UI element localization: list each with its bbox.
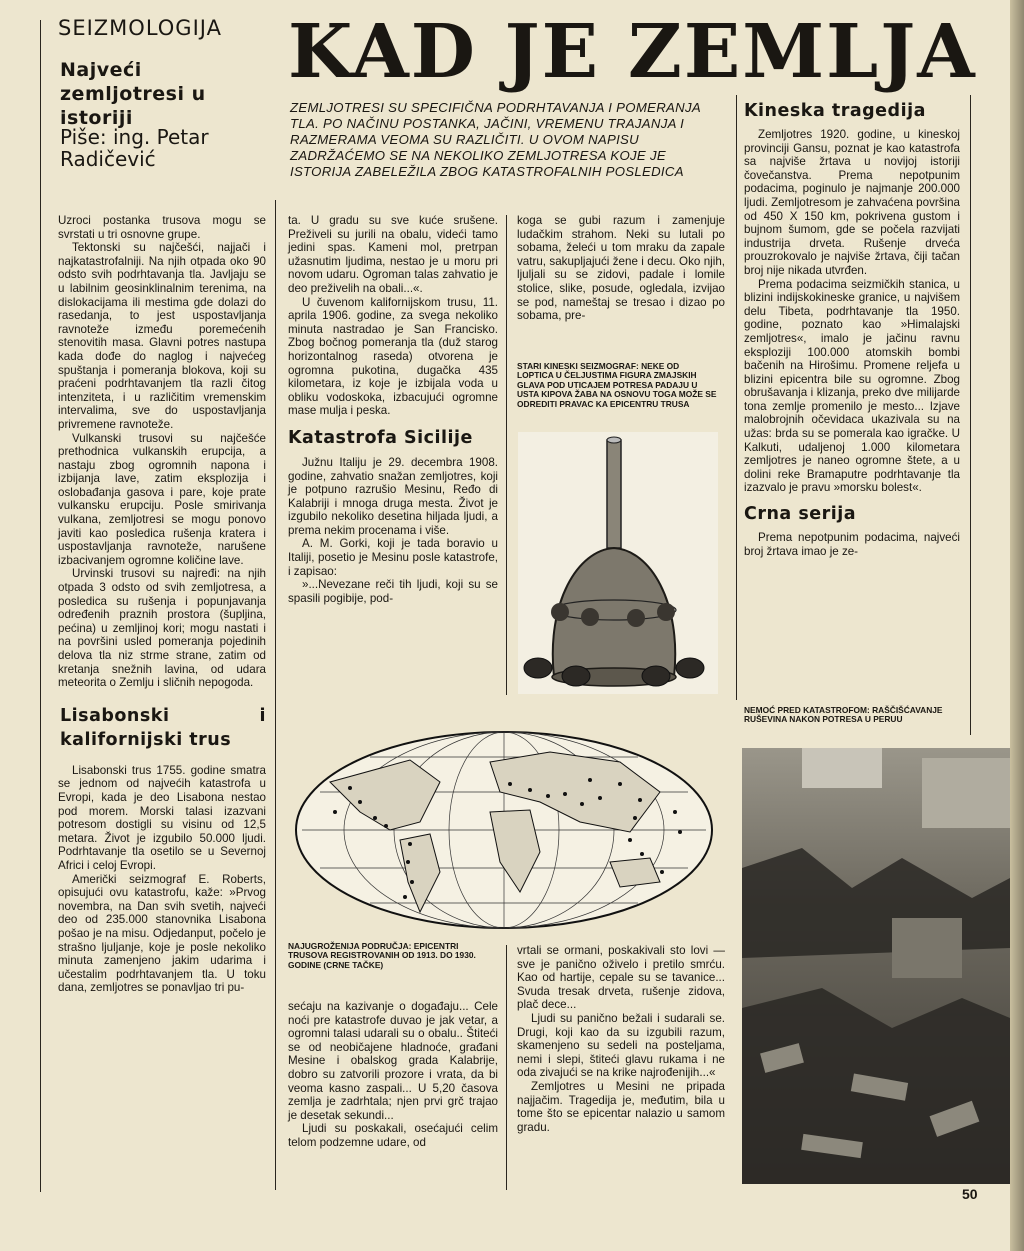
column-4 <box>744 100 960 558</box>
lower-mid-para: Ljudi su poskakali, osećajući celim telom podzemne udare, od <box>288 1122 498 1149</box>
column-rule-4 <box>736 95 737 700</box>
column-3 <box>517 214 725 323</box>
lower-middle-column <box>288 1000 498 1150</box>
col1-para: Uzroci postanka trusova mogu se svrstati u tri osnovne grupe. <box>58 214 266 241</box>
column-1 <box>58 214 266 995</box>
page-edge-shadow <box>1010 0 1024 1251</box>
section-label: SEIZMOLOGIJA <box>58 16 222 40</box>
world-epicenter-map <box>290 722 718 942</box>
column-rule-1 <box>275 200 276 1190</box>
rubble-photo <box>742 748 1010 1184</box>
map-caption: NAJUGROŽENIJA PODRUČJA: EPICENTRI TRUSOVA REGISTROVANIH OD 1913. DO 1930. GODINE (CRNE TAČKE) <box>288 941 476 970</box>
heading-kineska: Kineska tragedija <box>744 101 926 121</box>
column-2 <box>288 214 498 605</box>
article-subtitle: Najveći zemljotresi u istoriji <box>60 59 206 129</box>
heading-sicilija: Katastrofa Sicilije <box>288 427 473 448</box>
right-rule <box>970 95 971 735</box>
col1-para: Urvinski trusovi su najređi: na njih otpada 3 odsto od svih zemljotresa, a posledica su rušenja i popunjavanja određenih praznih prostora (šupljina, pećina) u zemljinoj kori; mogu nastati i na površini usled pomeranja pojedinih delova tla niz strme strane, zatim od kretanja snežnih lavina, od udara meteorita o Zemlju i sličnih nepogoda. <box>58 567 266 690</box>
lower-right-para: vrtali se ormani, poskakivali sto lovi — sve je panično oživelo i pretilo smrću. Kao od hartije, cepale su se tavanice... Svuda tresak drveta, rušenje zidova, plač dece... <box>517 944 725 1012</box>
column-rule-2 <box>506 215 507 695</box>
col4-para: Zemljotres 1920. godine, u kineskoj provinciji Gansu, poznat je kao katastrofa sa najviše žrtava u novijoj istoriji čovečanstva. Prema nepotpunim podacima, poginulo je najmanje 200.000 ljudi. Zemljotresom je zahvaćena površina od 450 X 150 km, pokrivena gustom i bujnom šumom, gde se počela razvijati industrija drveta. Rušenje drveća prouzrokovalo je najviše žrtava, čiji tačan broj nije nikada utvrđen. <box>744 128 960 277</box>
lower-right-para: Zemljotres u Mesini ne pripada najjačim. Tragedija je, međutim, bila u tome što se epicentar nalazio u samom gradu. <box>517 1079 725 1134</box>
lower-right-para: Ljudi su panično bežali i sudarali se. Drugi, koji kao da su izgubili razum, skamenjeno su sedeli na posteljama, nemi i slepi, štiteći glavu rukama i ne oda zivajući se na krike najrođenijih...« <box>517 1011 725 1080</box>
lower-right-column <box>517 944 725 1134</box>
photo-caption: NEMOĆ PRED KATASTROFOM: RAŠČIŠĆAVANJE RUŠEVINA NAKON POTRESA U PERUU <box>744 705 943 725</box>
col2-para: U čuvenom kalifornijskom trusu, 11. aprila 1906. godine, za svega nekoliko minuta nastradao je San Francisko. Zbog bočnog pomeranja tla (duž starog horizontalnog raseda) otvorena je ogromna pukotina, dugačka 435 kilometara, iz koje je izbijala voda u obliku vodoskoka, izbacujući ogromne mase mulja i peska. <box>288 295 498 418</box>
col1-para: Tektonski su najčešći, najjači i najkatastrofalniji. Na njih otpada oko 90 odsto svih podrhtavanja tla. Javljaju se u labilnim geosinklinalnim terenima, na dislokacijama ili mestima gde dolazi do rasedanja, to jest uspostavljanja ravnoteže između poremećenih stenovitih masa. Glavni potres nastupa kada dođe do naglog i najvećeg spuštanja i pomeranja blokova, koji su praćeni podrhtavanjem tla razli čitog intenziteta, i u različitim vremenskim intervalima, sve do uspostavljanja privremene ravnoteže. <box>58 241 266 431</box>
col2-para: Južnu Italiju je 29. decembra 1908. godine, zahvatio snažan zemljotres, koji je potpuno razrušio Mesinu, Ređo di Kalabriji i mnoga druga mesta. Život je izgubilo nekoliko desetina hiljada ljudi, a prema nekim procenama i više. <box>288 455 498 537</box>
article-deck: ZEMLJOTRESI SU SPECIFIČNA PODRHTAVANJA I POMERANJA TLA. PO NAČINU POSTANKA, JAČINI, VREMENU TRAJANJA I RAZMERAMA VEOMA SU RAZLIČITI. U OVOM NAPISU ZADRŽAĆEMO SE NA NEKOLIKO ZEMLJOTRESA KOJE JE ISTORIJA ZABELEŽILA ZBOG KATASTROFALNIH POSLEDICA <box>290 100 701 179</box>
col1-para: Lisabonski trus 1755. godine smatra se jednom od najvećih katastrofa u Evropi, kada je deo Lisabona nestao pod morem. Morski talasi izazvani potresom dostigli su visinu od 12,5 metara. Život je izgubilo 50.000 ljudi. Podrhtavanje tla osetilo se u Severnoj Africi i celoj Evropi. <box>58 763 266 872</box>
col4-para: Prema podacima seizmičkih stanica, u blizini indijskokineske granice, u najvišem delu Tibeta, podrhtavanje tla 1950. godine, poznato kao »Himalajski zemljotres«, imalo je jačinu ravnu eksploziji 100.000 atomskih bombi bačenih na Hirošimu. Promene reljefa u blizini epicentra bile su ogromne. Zbog obrušavanja i klizanja, preko dve milijarde tona zemlje promenilo je mesto... Izjave malobrojnih očevidaca ukazivala su na užas: brda su se pomerala kao igračke. U Kalkuti, udaljenoj 1.000 kilometara zemljotres je naneo ogromne štete, a u dolini reke Bramaputre podrhtavanje tla izazvalo je pravu »morsku bolest«. <box>744 277 960 495</box>
col1-para: Vulkanski trusovi su najčešće prethodnica vulkanskih erupcija, a nastaju zbog ogromnih napona i izbijanja lave, zatim eksplozija i oslobađanja gasova i pare, koje prate vulkansku erupciju. Posle smirivanja vulkana, zemljotresi se mogu ponovo javiti kao posledica rušenja kratera i uspostavljanja ravnoteže, narušene izbacivanjem ogromne količine lave. <box>58 431 266 567</box>
lower-mid-para: sećaju na kazivanje o događaju... Cele noći pre katastrofe duvao je jak vetar, a ogromni talasi udarali su o obalu.. Štiteći se od neobičajene hladnoće, građani Mesine i obalskog grada Kalabrije, dobro su zatvorili prozore i vrata, da bi veoma kasno zaspali... U 5,20 časova zemlja je zadrhtala; njen prvi grč trajao je desetak sekundi... <box>288 1000 498 1122</box>
seismograph-illustration <box>518 432 718 694</box>
left-margin-rule <box>40 20 41 1192</box>
col4-para: Prema nepotpunim podacima, najveći broj žrtava imao je ze- <box>744 531 960 558</box>
col2-para: A. M. Gorki, koji je tada boravio u Italiji, posetio je Mesinu posle katastrofe, i zapisao: <box>288 537 498 578</box>
column-rule-3 <box>506 945 507 1190</box>
masthead-title: KAD JE ZEMLJA <box>288 9 977 95</box>
heading-lisabon: Lisabonski i kalifornijski trus <box>60 705 266 750</box>
heading-crna-serija: Crna serija <box>744 504 857 525</box>
byline: Piše: ing. Petar Radičević <box>60 125 209 171</box>
col1-para: Američki seizmograf E. Roberts, opisujući ovu katastrofu, kaže: »Prvog novembra, na Dan svih svetih, najveći deo od 235.000 stanovnika Lisabona pošao je na misu. Odjedanput, počelo je strašno ljuljanje, koje je posle nekoliko minuta zamenjeno jakim udarima i učestalim podrhtavanjem tla. U toku dana, zemljotres se ponavljao tri pu- <box>58 872 266 995</box>
col2-para: ta. U gradu su sve kuće srušene. Preživeli su jurili na obalu, videći tamo jedini spas. Kameni mol, pretrpan užasnutim ljudima, nestao je u moru pri novom udaru. Ogroman talas zahvatio je deo preživelih na obali...«. <box>288 214 498 295</box>
col3-para: koga se gubi razum i zamenjuje ludačkim strahom. Neki su lutali po sobama, želeći u tom mraku da zapale vatru, sakupljajući žene i decu. Oko njih, ljuljali su se zidovi, padale i lomile stolice, slike, posude, ogledala, izvijao se pod, nameštaj se tresao i dizao po sobama, pre- <box>517 214 725 323</box>
col2-para: »...Nevezane reči tih ljudi, koji su se spasili pogibije, pod- <box>288 578 498 605</box>
seismograph-caption: STARI KINESKI SEIZMOGRAF: NEKE OD LOPTICA U ČELJUSTIMA FIGURA ZMAJSKIH GLAVA POD UTICAJEM POTRESA PADAJU U USTA KIPOVA ŽABA NA OSNOVU TOGA MOŽE SE ODREDITI PRAVAC KA EPICENTRU TRUSA <box>517 361 717 409</box>
page-number: 50 <box>962 1186 978 1202</box>
